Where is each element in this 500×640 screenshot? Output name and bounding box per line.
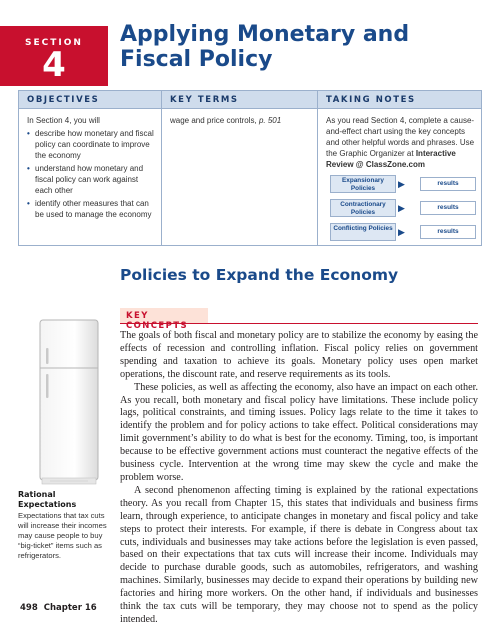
key-concepts-label: KEY CONCEPTS	[120, 308, 208, 324]
paragraph: These policies, as well as affecting the economy, also have an impact on each other. As you recall, both monetary and fiscal policy have limitations. These include policy lags, political constraints, and timing issues. Policy lags relate to the time it takes to identify the problem and for policy actions to take effect. Political considerations may limit government’s ability to do what is best for the economy. Timing, too, is important because to be effective government actions must counteract the negative effects of the business cycle. Intervention at the wrong time may skew the cycle and make the problem worse.	[120, 381, 478, 483]
paragraph: A second phenomenon affecting timing is explained by the rational expectations theory. As you recall from Chapter 15, this states that individuals and business firms learn, through experience, to anticipate changes in monetary and fiscal policy and take steps to protect their interests. For example, if there is debate in Congress about tax cuts, individuals and businesses may take actions before the legislation is even passed, based on their expectations that tax cuts will increase their income. Individuals may decide to purchase durable goods, such as automobiles, refrigerators, and washing machines. Similarly, businesses may decide to expand their operations by building new factories and hiring more workers. On the other hand, if individuals and businesses think the tax cuts will be temporary, they may choose not to spend as the policy intended.	[120, 484, 478, 625]
key-term: wage and price controls,	[170, 116, 257, 125]
arrow-right-icon: ▶	[398, 203, 405, 213]
arrow-right-icon: ▶	[398, 227, 405, 237]
objectives-heading: OBJECTIVES	[19, 91, 161, 109]
page-number: 498	[20, 603, 38, 613]
taking-notes-heading: TAKING NOTES	[318, 91, 481, 109]
chart-effect: results	[420, 177, 476, 191]
main-heading: Policies to Expand the Economy	[120, 266, 399, 284]
page-title: Applying Monetary and Fiscal Policy	[120, 22, 410, 72]
interactive-review-link[interactable]: Interactive Review @ ClassZone.com	[326, 149, 456, 169]
taking-notes-column	[317, 91, 481, 245]
key-terms-heading: KEY TERMS	[162, 91, 317, 109]
section-number: 4	[42, 45, 66, 85]
refrigerator-image	[36, 318, 102, 486]
paragraph: The goals of both fiscal and monetary policy are to stabilize the economy by easing the effects of recession and controlling inflation. Fiscal policy relies on government spending and taxation to achieve its goals. Monetary policy uses open market operations, the discount rate, and reserve requirements as its tools.	[120, 330, 478, 380]
chart-cause: Conflicting Policies	[330, 223, 396, 241]
caption-text: Expectations that tax cuts will increase their incomes may cause people to buy “big-ticket” items such as refrigerators.	[18, 511, 107, 560]
chart-cause: Contractionary Policies	[330, 199, 396, 217]
key-concepts-rule	[208, 323, 478, 324]
image-caption	[18, 490, 112, 561]
arrow-right-icon: ▶	[398, 179, 405, 189]
chart-row	[330, 199, 478, 217]
objective-item: • describe how monetary and fiscal policy can coordinate to improve the economy	[27, 128, 155, 161]
objective-item: • identify other measures that can be used to manage the economy	[27, 198, 155, 220]
chart-row	[330, 175, 478, 193]
chart-effect: results	[420, 201, 476, 215]
objective-item: • understand how monetary and fiscal policy can work against each other	[27, 163, 155, 196]
objectives-list	[27, 128, 155, 220]
chart-cause: Expansionary Policies	[330, 175, 396, 193]
cause-effect-chart	[330, 175, 478, 245]
section-label: SECTION	[25, 38, 83, 48]
page-footer	[20, 603, 97, 613]
caption-title: Rational Expectations	[18, 490, 77, 509]
key-term-page: p. 501	[258, 116, 282, 125]
section-overview-box	[18, 90, 482, 246]
chart-effect: results	[420, 225, 476, 239]
body-text	[120, 330, 478, 627]
objectives-intro: In Section 4, you will	[27, 116, 100, 125]
chapter-label: Chapter 16	[43, 603, 97, 613]
section-badge	[0, 26, 108, 86]
objectives-column	[19, 91, 161, 245]
taking-notes-text: As you read Section 4, complete a cause-and-effect chart using the key concepts and other helpful words and phrases. Use the Graphic Organizer at	[326, 116, 475, 158]
chart-row	[330, 223, 478, 241]
key-terms-column	[161, 91, 317, 245]
